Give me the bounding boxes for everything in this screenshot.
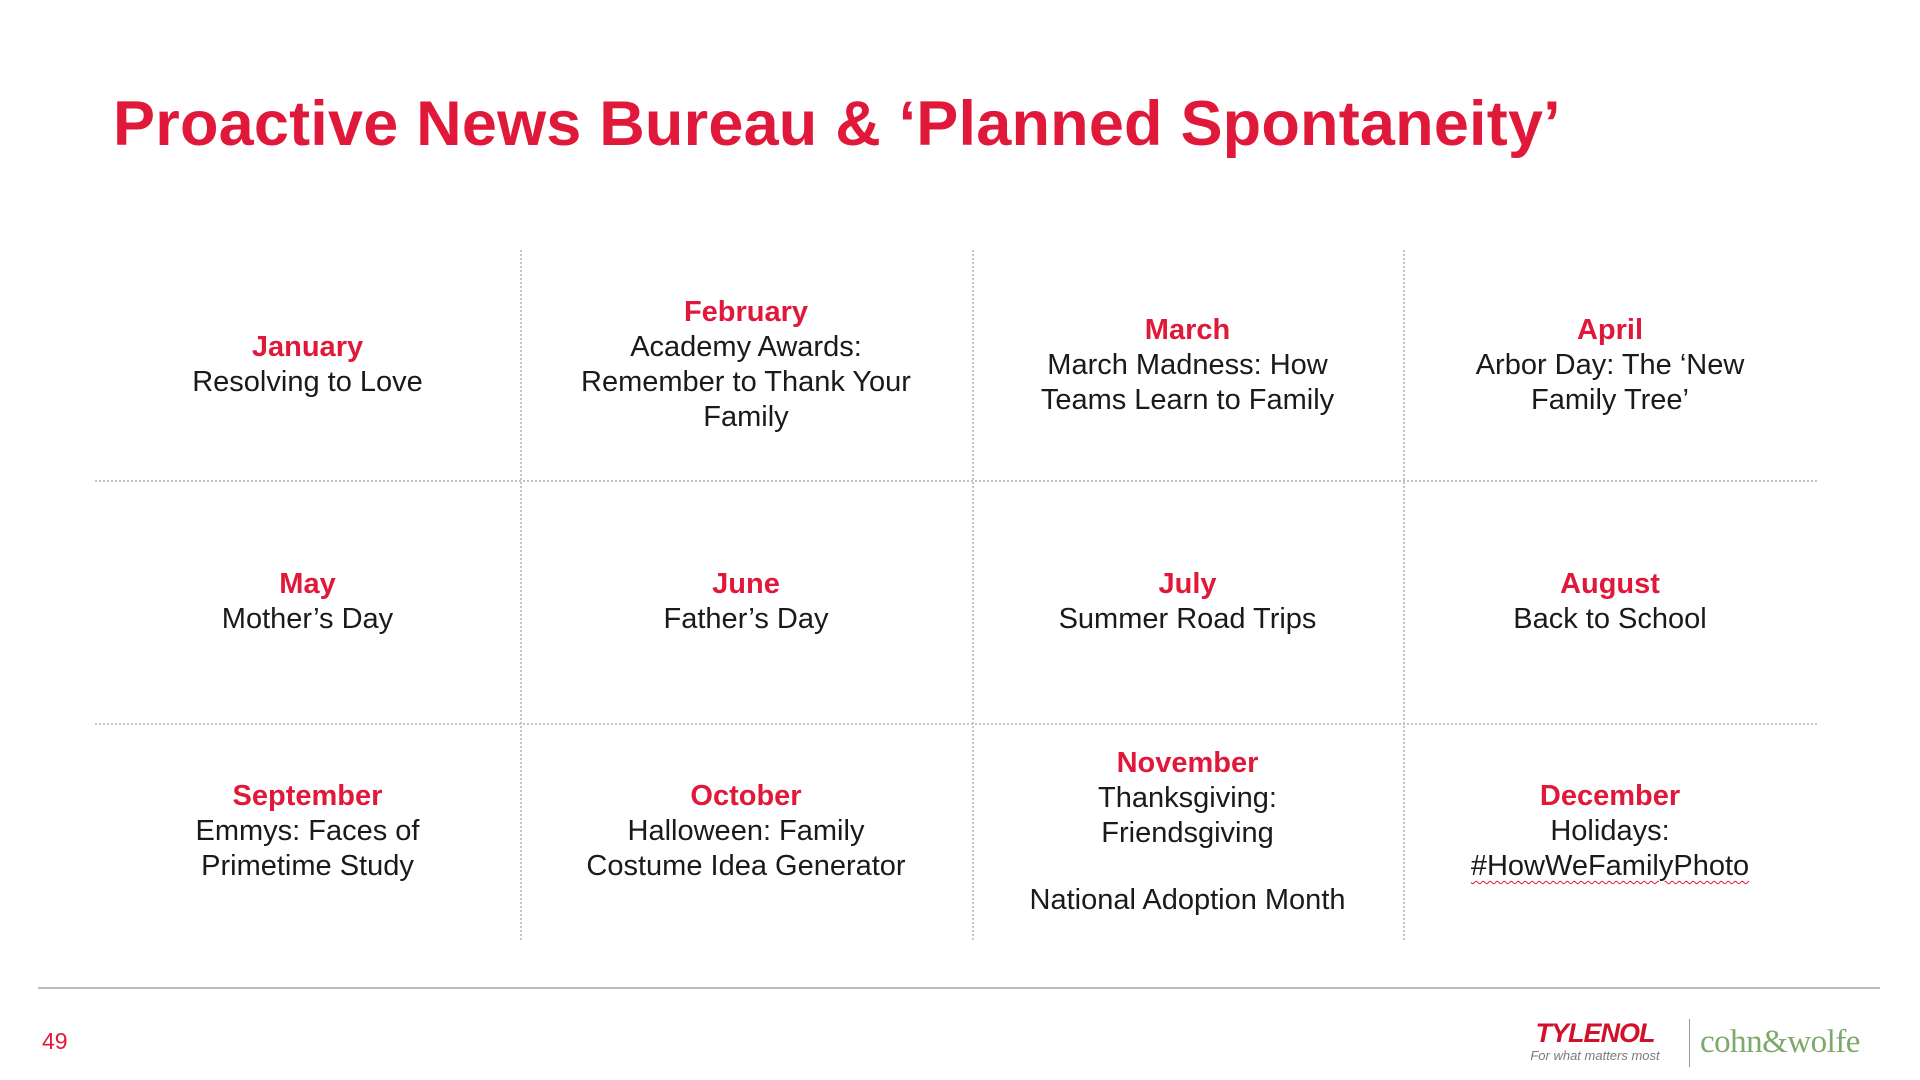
month-topic: Summer Road Trips	[1058, 602, 1317, 635]
tylenol-tagline: For what matters most	[1530, 1048, 1660, 1063]
calendar-grid	[95, 250, 1817, 940]
month-cell-september	[95, 723, 520, 940]
month-label: March	[1144, 313, 1231, 346]
month-topic: Mother’s Day	[221, 602, 394, 635]
month-topic: Friendsgiving	[1101, 816, 1274, 849]
tylenol-wordmark: TYLENOL	[1535, 1018, 1655, 1048]
month-topic: Emmys: Faces of	[195, 815, 420, 847]
month-topic-extra: National Adoption Month	[1029, 883, 1346, 916]
tylenol-logo	[1500, 1018, 1690, 1064]
month-topic: Costume Idea Generator	[586, 850, 906, 882]
month-topic: Father’s Day	[663, 602, 829, 635]
month-topic: March Madness: How	[1047, 348, 1328, 381]
cohn-wolfe-logo: cohn&wolfe	[1700, 1024, 1860, 1060]
month-label: December	[1539, 780, 1681, 812]
month-cell-may	[95, 480, 520, 723]
month-cell-february	[520, 250, 972, 480]
month-topic: Teams Learn to Family	[1040, 383, 1335, 416]
month-cell-november	[972, 723, 1403, 940]
month-label: September	[232, 780, 383, 812]
page-number: 49	[42, 1028, 68, 1054]
month-cell-october	[520, 723, 972, 940]
month-topic: Arbor Day: The ‘New	[1475, 348, 1745, 381]
month-cell-january	[95, 250, 520, 480]
month-cell-august	[1403, 480, 1817, 723]
month-label: April	[1576, 313, 1644, 346]
month-topic: Academy Awards:	[630, 331, 862, 363]
month-label: November	[1116, 746, 1259, 779]
month-topic: Family	[703, 401, 789, 433]
month-label: May	[279, 567, 336, 600]
month-label: February	[683, 296, 809, 328]
month-topic: Holidays:	[1550, 815, 1670, 847]
month-label: June	[712, 567, 780, 600]
month-topic-hashtag: #HowWeFamilyPhoto	[1470, 850, 1750, 882]
month-topic: Remember to Thank Your	[581, 366, 911, 398]
month-topic: Halloween: Family	[627, 815, 865, 847]
month-label: October	[690, 780, 802, 812]
month-label: July	[1158, 567, 1217, 600]
month-cell-march	[972, 250, 1403, 480]
month-label: August	[1560, 567, 1660, 600]
month-cell-june	[520, 480, 972, 723]
month-topic: Resolving to Love	[192, 366, 423, 398]
logo-divider	[1689, 1019, 1690, 1067]
month-topic: Back to School	[1513, 602, 1707, 635]
month-cell-july	[972, 480, 1403, 723]
slide-title: Proactive News Bureau & ‘Planned Spontaneity’	[113, 89, 1561, 159]
month-topic: Thanksgiving:	[1098, 781, 1277, 814]
month-topic: Primetime Study	[201, 850, 414, 882]
month-cell-december	[1403, 723, 1817, 940]
footer-divider	[38, 987, 1880, 989]
month-label: January	[251, 331, 364, 363]
month-topic: Family Tree’	[1531, 383, 1689, 416]
month-cell-april	[1403, 250, 1817, 480]
